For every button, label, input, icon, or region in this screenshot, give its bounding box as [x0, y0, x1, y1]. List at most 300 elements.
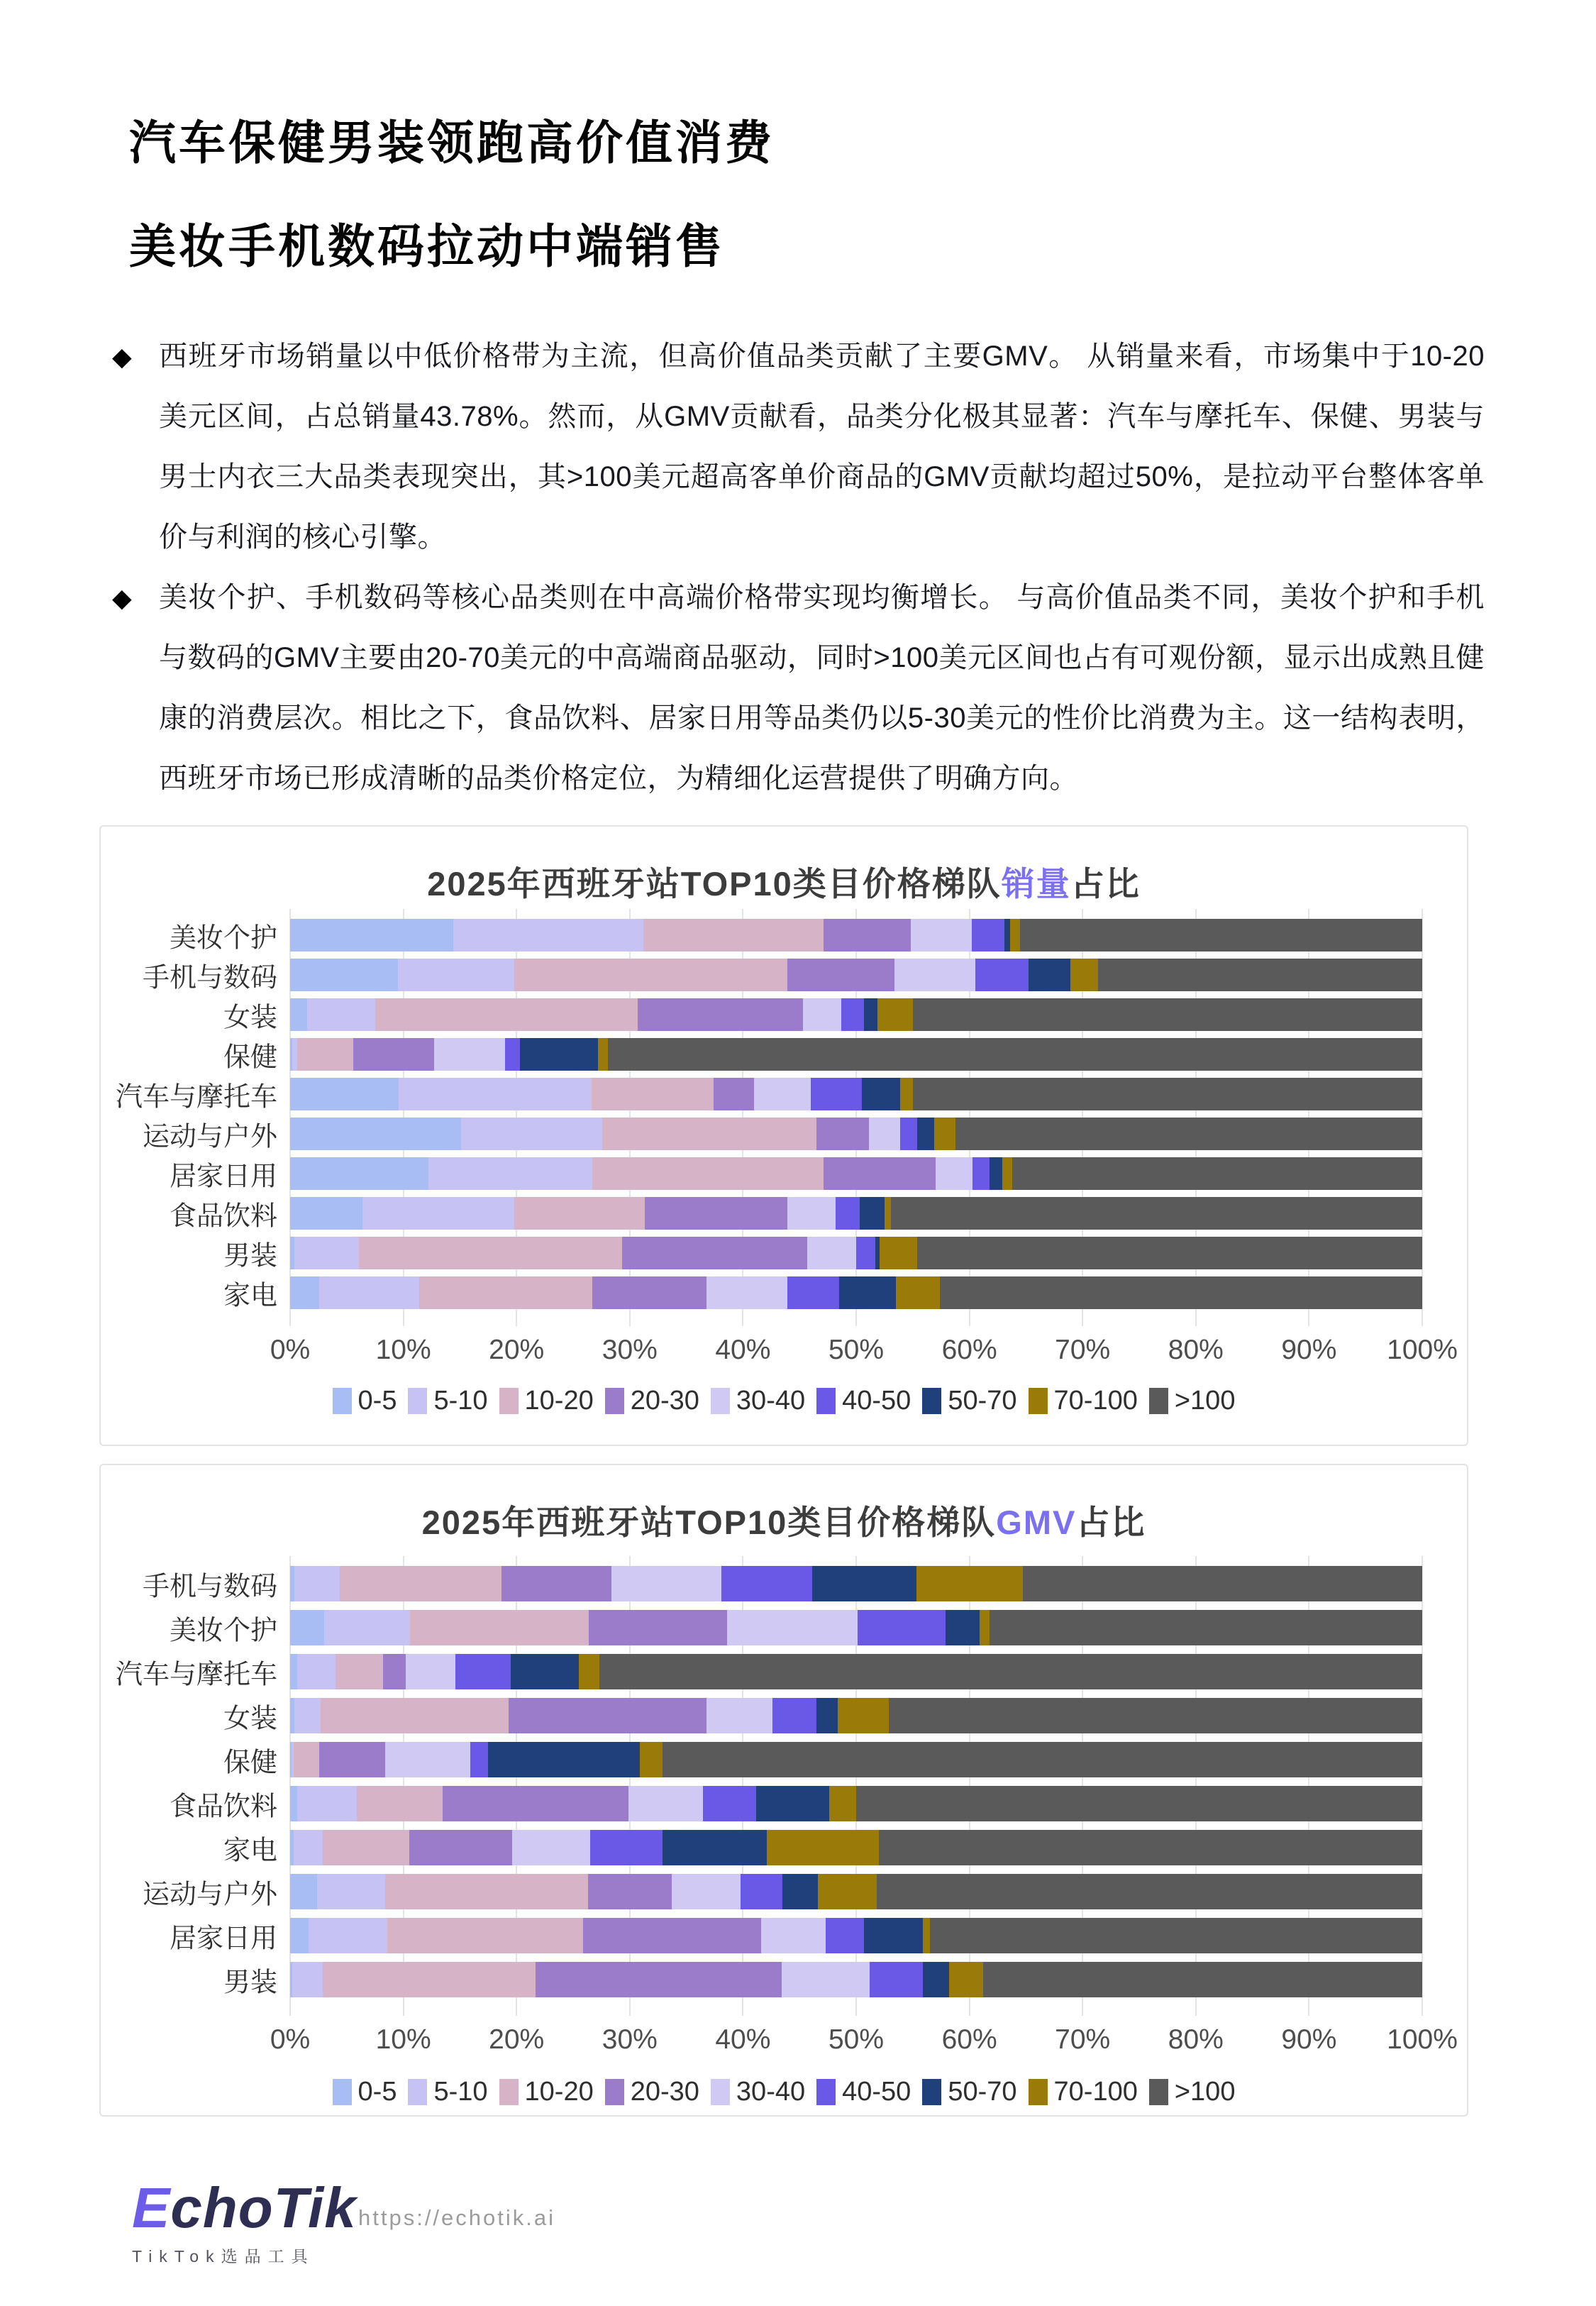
bar-segment	[1010, 919, 1020, 951]
legend-swatch	[1149, 2079, 1168, 2105]
bar-segment	[782, 1962, 870, 1997]
legend-label: 5-10	[433, 1386, 488, 1416]
legend-label: 20-30	[630, 1386, 699, 1416]
chart-title-suffix: 占比	[1076, 1504, 1146, 1541]
bar-row	[169, 1610, 1422, 1646]
category-label: 食品饮料	[169, 1201, 277, 1232]
bar-segment	[290, 1078, 399, 1110]
legend-item	[333, 1386, 397, 1416]
bar-segment	[359, 1237, 621, 1269]
bar-segment	[1004, 919, 1010, 951]
chart-title	[101, 858, 1467, 905]
x-tick-label: 10%	[375, 2024, 431, 2055]
page-title-line-2: 美妆手机数码拉动中端销售	[129, 220, 725, 272]
bar-segment	[990, 1610, 1422, 1645]
bar-segment	[829, 1786, 856, 1821]
bar-segment	[864, 998, 877, 1031]
category-label: 美妆个护	[169, 1616, 277, 1646]
bar-segment	[706, 1698, 772, 1733]
bar-segment	[645, 1197, 787, 1230]
bar-row	[169, 919, 1422, 954]
bar-segment	[1002, 1157, 1012, 1190]
bar-segment	[772, 1698, 816, 1733]
bar-segment	[290, 1786, 297, 1821]
bar-segment	[923, 1962, 949, 1997]
bar-segment	[803, 998, 841, 1031]
bar-segment	[721, 1566, 812, 1601]
bullet-text: 西班牙市场销量以中低价格带为主流，但高价值品类贡献了主要GMV。 从销量来看，市场集中于10-20美元区间，占总销量43.78%。然而，从GMV贡献看，品类分化极其显著：汽车与摩托车、保健、男装与男士内衣三大品类表现突出，其>100美元超高客单价商品的GMV贡献均超过50%，是拉动平台整体客单价与利润的核心引擎。	[159, 341, 1485, 553]
bar-row	[223, 1038, 1422, 1073]
bar-segment	[856, 1786, 1422, 1821]
bar-segment	[340, 1566, 501, 1601]
bar-segment	[290, 1918, 309, 1953]
bar-segment	[913, 998, 1422, 1031]
legend-swatch	[408, 1388, 427, 1414]
bar-segment	[891, 1197, 1422, 1230]
legend-label: 30-40	[736, 2077, 806, 2107]
bar-segment	[706, 1276, 787, 1309]
bar-segment	[913, 1078, 1422, 1110]
legend-item	[408, 1386, 487, 1416]
legend-label: >100	[1174, 1386, 1236, 1416]
bar-segment	[383, 1654, 406, 1689]
bar-segment	[602, 1118, 816, 1150]
legend-item	[711, 2077, 805, 2107]
category-label: 保健	[223, 1748, 277, 1778]
x-tick-label: 50%	[828, 2024, 885, 2055]
bar-segment	[900, 1078, 913, 1110]
sales-share-chart-card	[99, 825, 1468, 1446]
bar-segment	[434, 1038, 506, 1071]
category-label: 汽车与摩托车	[115, 1082, 277, 1113]
bar-segment	[294, 1742, 320, 1777]
bar-segment	[936, 1157, 973, 1190]
bar-segment	[1023, 1566, 1422, 1601]
bar-segment	[894, 959, 975, 991]
legend-swatch	[1029, 2079, 1048, 2105]
legend-swatch	[499, 1388, 519, 1414]
bar-segment	[428, 1157, 592, 1190]
bar-segment	[812, 1566, 916, 1601]
bar-segment	[990, 1157, 1002, 1190]
legend-label: 5-10	[433, 2077, 488, 2107]
x-tick-label: 90%	[1281, 1335, 1337, 1365]
footer-url-link[interactable]: https://echotik.ai	[358, 2205, 556, 2230]
bar-segment	[309, 1918, 388, 1953]
x-tick-label: 40%	[715, 2024, 771, 2055]
bar-segment	[896, 1276, 940, 1309]
bar-segment	[317, 1874, 385, 1909]
bar-segment	[787, 1276, 839, 1309]
bar-segment	[930, 1918, 1422, 1953]
x-tick-label: 80%	[1168, 2024, 1224, 2055]
legend-label: 10-20	[524, 1386, 594, 1416]
legend-label: 30-40	[736, 1386, 806, 1416]
bar-row	[223, 1962, 1422, 1998]
legend-label: 10-20	[524, 2077, 594, 2107]
bar-segment	[1012, 1157, 1422, 1190]
bar-segment	[461, 1118, 603, 1150]
legend-item	[922, 2077, 1016, 2107]
bar-segment	[520, 1038, 598, 1071]
legend-swatch	[1029, 1388, 1048, 1414]
bar-row	[115, 1078, 1422, 1113]
bar-segment	[608, 1038, 1422, 1071]
bar-row	[169, 1197, 1422, 1232]
x-tick-label: 10%	[375, 1335, 431, 1365]
bar-segment	[916, 1566, 1023, 1601]
bar-segment	[514, 1197, 645, 1230]
legend-swatch	[922, 1388, 941, 1414]
bar-segment	[509, 1698, 706, 1733]
x-tick-label: 90%	[1281, 2024, 1337, 2055]
x-tick-label: 100%	[1387, 1335, 1458, 1365]
legend-label: 70-100	[1053, 1386, 1138, 1416]
bar-segment	[638, 998, 803, 1031]
bullet-diamond-icon: ◆	[112, 583, 132, 612]
category-label: 女装	[223, 1704, 277, 1734]
bar-segment	[934, 1118, 955, 1150]
legend-item	[1149, 2077, 1236, 2107]
bar-segment	[599, 1654, 1422, 1689]
bar-segment	[290, 1654, 297, 1689]
legend-swatch	[711, 2079, 730, 2105]
bar-row	[223, 1276, 1422, 1311]
bar-row	[169, 1786, 1422, 1822]
bar-segment	[385, 1874, 588, 1909]
legend-item	[605, 1386, 699, 1416]
legend-label: 50-70	[948, 2077, 1017, 2107]
category-label: 男装	[223, 1968, 277, 1998]
bar-segment	[816, 1118, 868, 1150]
bullet-text: 美妆个护、手机数码等核心品类则在中高端价格带实现均衡增长。 与高价值品类不同，美妆个护和手机与数码的GMV主要由20-70美元的中高端商品驱动，同时>100美元区间也占有可观份额，显示出成熟且健康的消费层次。相比之下，食品饮料、居家日用等品类仍以5-30美元的性价比消费为主。这一结构表明，西班牙市场已形成清晰的品类价格定位，为精细化运营提供了明确方向。	[159, 582, 1485, 794]
legend-item	[816, 2077, 911, 2107]
bar-segment	[324, 1610, 410, 1645]
bar-segment	[880, 1237, 917, 1269]
chart-legend	[101, 1386, 1467, 1416]
legend-swatch	[816, 1388, 836, 1414]
bar-segment	[622, 1237, 808, 1269]
logo-letter-e: E	[132, 2176, 171, 2239]
bar-segment	[816, 1698, 838, 1733]
bar-segment	[917, 1237, 1422, 1269]
bar-segment	[294, 1830, 323, 1865]
bar-row	[142, 1566, 1422, 1602]
bar-row	[223, 998, 1422, 1033]
bar-segment	[972, 1157, 990, 1190]
bar-row	[115, 1654, 1422, 1690]
bar-row	[169, 1157, 1422, 1192]
bar-segment	[321, 1698, 509, 1733]
bar-segment	[946, 1610, 980, 1645]
legend-swatch	[922, 2079, 941, 2105]
legend-item	[333, 2077, 397, 2107]
x-tick-label: 60%	[941, 2024, 997, 2055]
legend-item	[922, 1386, 1016, 1416]
bar-segment	[297, 1654, 336, 1689]
category-label: 食品饮料	[169, 1792, 277, 1822]
bar-segment	[443, 1786, 628, 1821]
stacked-bar-plot	[115, 919, 1422, 1316]
bar-segment	[703, 1786, 756, 1821]
bar-row	[169, 1918, 1422, 1954]
bar-segment	[1020, 919, 1422, 951]
bar-segment	[983, 1962, 1422, 1997]
bar-segment	[923, 1918, 930, 1953]
bar-segment	[885, 1197, 892, 1230]
x-tick-label: 40%	[715, 1335, 771, 1365]
bar-segment	[611, 1566, 721, 1601]
legend-label: >100	[1174, 2077, 1236, 2107]
legend-swatch	[408, 2079, 427, 2105]
bar-row	[223, 1742, 1422, 1778]
bar-segment	[505, 1038, 520, 1071]
bar-segment	[824, 919, 911, 951]
bar-segment	[453, 919, 643, 951]
x-tick-label: 20%	[489, 2024, 545, 2055]
bar-segment	[290, 998, 307, 1031]
x-tick-label: 30%	[602, 2024, 658, 2055]
bar-segment	[319, 1742, 385, 1777]
bar-segment	[455, 1654, 511, 1689]
legend-item	[499, 2077, 594, 2107]
bar-segment	[862, 1078, 900, 1110]
bar-segment	[357, 1786, 443, 1821]
bar-segment	[592, 1276, 706, 1309]
bar-segment	[836, 1197, 860, 1230]
bar-segment	[290, 1610, 324, 1645]
chart-title-suffix: 占比	[1070, 865, 1141, 903]
legend-swatch	[333, 2079, 352, 2105]
bar-segment	[975, 959, 1029, 991]
bar-segment	[290, 1874, 317, 1909]
legend-swatch	[605, 2079, 624, 2105]
bar-segment	[1070, 959, 1099, 991]
bar-segment	[536, 1962, 781, 1997]
bar-segment	[362, 1197, 514, 1230]
bar-segment	[419, 1276, 592, 1309]
legend-swatch	[333, 1388, 352, 1414]
bar-segment	[589, 1610, 727, 1645]
legend-label: 0-5	[358, 1386, 397, 1416]
chart-title	[101, 1496, 1467, 1544]
bar-segment	[628, 1786, 703, 1821]
bar-segment	[375, 998, 638, 1031]
x-tick-label: 70%	[1055, 1335, 1111, 1365]
category-label: 女装	[223, 1003, 277, 1033]
legend-label: 40-50	[842, 1386, 911, 1416]
x-tick-label: 100%	[1387, 2024, 1458, 2055]
bar-segment	[761, 1918, 826, 1953]
x-tick-label: 80%	[1168, 1335, 1224, 1365]
bar-segment	[980, 1610, 990, 1645]
category-label: 家电	[223, 1836, 277, 1866]
bar-segment	[869, 1118, 901, 1150]
legend-swatch	[816, 2079, 836, 2105]
bar-segment	[663, 1742, 1422, 1777]
legend-item	[499, 1386, 594, 1416]
category-label: 保健	[223, 1042, 277, 1073]
bar-segment	[501, 1566, 611, 1601]
legend-swatch	[499, 2079, 519, 2105]
logo-tagline: TikTok选品工具	[132, 2247, 315, 2266]
x-tick-label: 0%	[270, 2024, 311, 2055]
bar-segment	[727, 1610, 858, 1645]
bar-segment	[512, 1830, 590, 1865]
legend-item	[711, 1386, 805, 1416]
legend-swatch	[711, 1388, 730, 1414]
chart-title-highlight: GMV	[996, 1504, 1077, 1541]
bar-segment	[870, 1962, 923, 1997]
category-label: 运动与户外	[142, 1122, 277, 1152]
bar-segment	[385, 1742, 470, 1777]
bar-segment	[860, 1197, 885, 1230]
legend-swatch	[605, 1388, 624, 1414]
bar-segment	[756, 1786, 829, 1821]
bar-segment	[514, 959, 787, 991]
bar-segment	[406, 1654, 455, 1689]
bar-segment	[663, 1830, 767, 1865]
bar-segment	[398, 959, 514, 991]
bar-segment	[598, 1038, 608, 1071]
legend-label: 0-5	[358, 2077, 397, 2107]
x-tick-label: 30%	[602, 1335, 658, 1365]
bar-segment	[290, 1118, 461, 1150]
bar-segment	[290, 1197, 362, 1230]
bar-segment	[290, 1157, 428, 1190]
bar-segment	[590, 1830, 663, 1865]
bullet-item	[112, 568, 1485, 809]
category-label: 居家日用	[169, 1162, 277, 1192]
chart-title-highlight: 销量	[1001, 865, 1071, 903]
chart-legend	[101, 2077, 1467, 2107]
bar-segment	[387, 1918, 583, 1953]
x-tick-label: 60%	[941, 1335, 997, 1365]
bar-segment	[787, 959, 895, 991]
bar-segment	[583, 1918, 761, 1953]
bar-segment	[592, 1078, 714, 1110]
x-tick-label: 70%	[1055, 2024, 1111, 2055]
bar-row	[223, 1237, 1422, 1271]
bar-segment	[858, 1610, 946, 1645]
bar-segment	[297, 1786, 358, 1821]
x-axis	[270, 2024, 1458, 2060]
legend-label: 50-70	[948, 1386, 1017, 1416]
bar-segment	[838, 1698, 889, 1733]
bar-segment	[353, 1038, 433, 1071]
bar-segment	[488, 1742, 640, 1777]
category-label: 男装	[223, 1241, 277, 1271]
page-title-line-1: 汽车保健男装领跑高价值消费	[129, 116, 775, 169]
bar-segment	[864, 1918, 923, 1953]
chart-title-prefix: 2025年西班牙站TOP10类目价格梯队	[427, 865, 1002, 903]
bar-segment	[818, 1874, 877, 1909]
bar-segment	[319, 1276, 419, 1309]
bullet-item	[112, 326, 1485, 568]
bar-segment	[592, 1157, 824, 1190]
legend-swatch	[1149, 1388, 1168, 1414]
x-axis	[270, 1335, 1458, 1370]
bar-segment	[900, 1118, 917, 1150]
echotik-logo	[132, 2176, 357, 2239]
legend-label: 20-30	[630, 2077, 699, 2107]
bar-row	[223, 1698, 1422, 1734]
category-label: 美妆个护	[169, 923, 277, 954]
legend-item	[1029, 1386, 1138, 1416]
bar-segment	[839, 1276, 896, 1309]
legend-label: 70-100	[1053, 2077, 1138, 2107]
bar-segment	[399, 1078, 591, 1110]
summary-bullets	[112, 326, 1485, 809]
bar-segment	[877, 998, 912, 1031]
x-tick-label: 20%	[489, 1335, 545, 1365]
legend-item	[1149, 1386, 1236, 1416]
category-label: 手机与数码	[142, 963, 277, 993]
bar-row	[142, 1874, 1422, 1910]
bar-segment	[409, 1830, 512, 1865]
bar-segment	[294, 1237, 359, 1269]
bar-segment	[290, 1276, 319, 1309]
x-tick-label: 50%	[828, 1335, 885, 1365]
logo-rest: choTik	[170, 2176, 357, 2239]
bar-segment	[294, 1566, 340, 1601]
bar-segment	[877, 1874, 1422, 1909]
bar-segment	[588, 1874, 672, 1909]
category-label: 居家日用	[169, 1924, 277, 1954]
bar-row	[142, 1118, 1422, 1152]
stacked-bar-plot	[115, 1566, 1422, 2006]
bar-segment	[754, 1078, 811, 1110]
bar-segment	[782, 1874, 817, 1909]
bar-segment	[672, 1874, 741, 1909]
bar-row	[142, 959, 1422, 993]
bar-segment	[336, 1654, 383, 1689]
bar-segment	[297, 1038, 354, 1071]
legend-item	[605, 2077, 699, 2107]
bar-segment	[323, 1962, 536, 1997]
bar-segment	[972, 919, 1004, 951]
page-title	[129, 91, 775, 298]
bar-segment	[410, 1610, 589, 1645]
bar-row	[223, 1830, 1422, 1866]
bar-segment	[292, 1962, 323, 1997]
legend-label: 40-50	[842, 2077, 911, 2107]
category-label: 手机与数码	[142, 1572, 277, 1602]
bar-segment	[767, 1830, 879, 1865]
bar-segment	[811, 1078, 862, 1110]
bar-segment	[323, 1830, 409, 1865]
bar-segment	[741, 1874, 782, 1909]
bar-segment	[787, 1197, 836, 1230]
gmv-share-chart-card	[99, 1464, 1468, 2117]
bar-segment	[290, 919, 453, 951]
bar-segment	[879, 1830, 1422, 1865]
bar-segment	[940, 1276, 1422, 1309]
bar-segment	[841, 998, 864, 1031]
bar-segment	[824, 1157, 936, 1190]
bar-segment	[579, 1654, 599, 1689]
category-label: 汽车与摩托车	[115, 1660, 277, 1690]
bar-segment	[856, 1237, 875, 1269]
chart-title-prefix: 2025年西班牙站TOP10类目价格梯队	[421, 1504, 997, 1541]
footer	[132, 2176, 357, 2267]
bar-segment	[911, 919, 972, 951]
bullet-diamond-icon: ◆	[112, 342, 132, 371]
bar-segment	[511, 1654, 579, 1689]
legend-item	[816, 1386, 911, 1416]
category-label: 运动与户外	[142, 1880, 277, 1910]
legend-item	[1029, 2077, 1138, 2107]
